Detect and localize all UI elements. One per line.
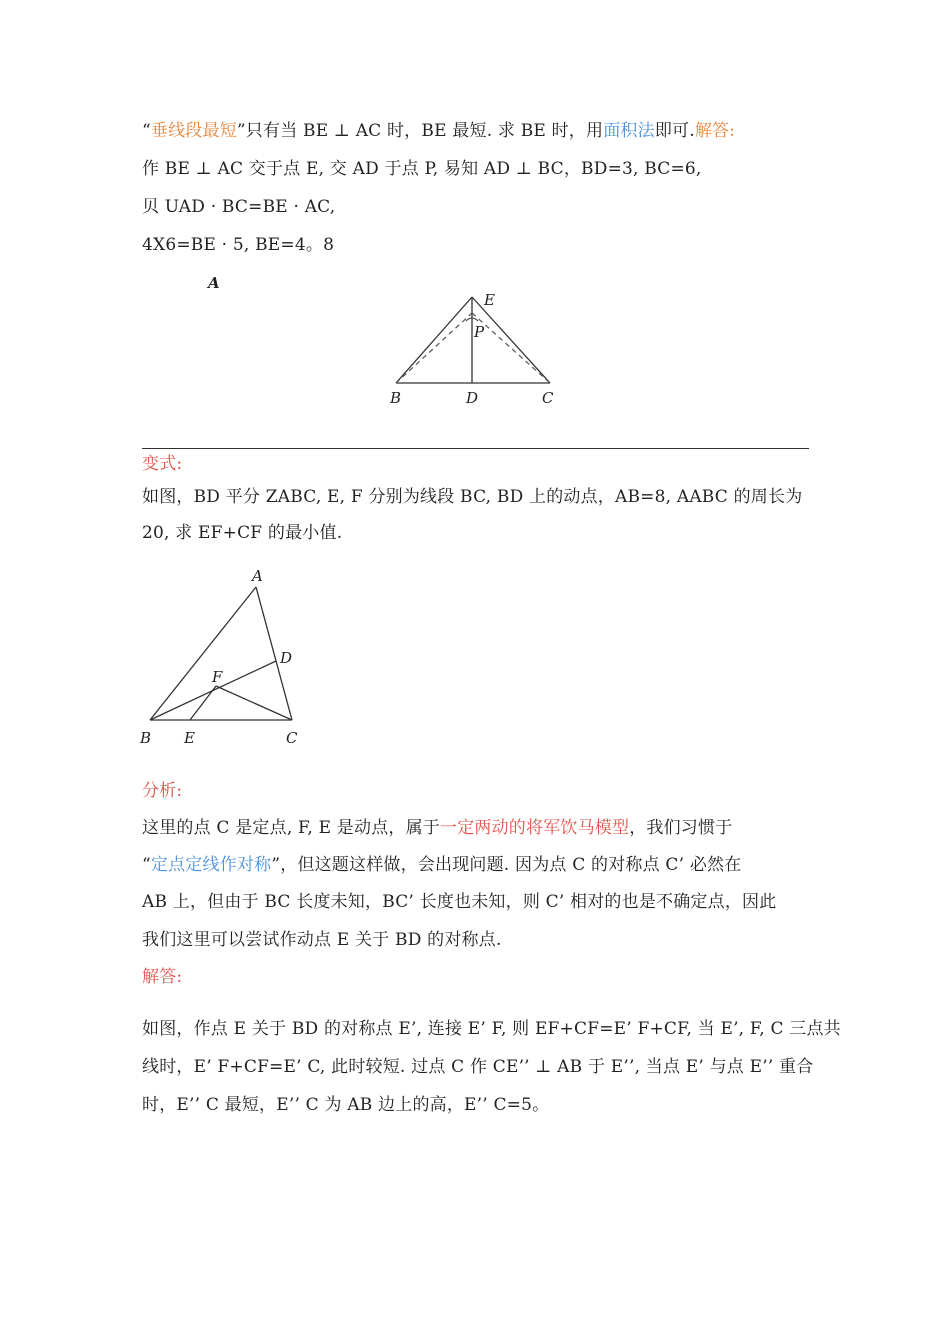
figure2-label-d: D xyxy=(280,649,293,667)
segment-ab xyxy=(150,587,256,720)
figure2-label-c: C xyxy=(286,729,298,747)
segment-be-side xyxy=(396,297,472,383)
text-segment: ”，但这题这样做，会出现问题. 因为点 C 的对称点 C’ 必然在 xyxy=(271,855,742,875)
answer-line-2: 线时，E’ F+CF=E’ C, 此时较短. 过点 C 作 CE’’ ⊥ AB 于 E’’, 当点 E’ 与点 E’’ 重合 xyxy=(142,1057,814,1077)
keyword-perpendicular-shortest: 垂线段最短 xyxy=(150,121,237,141)
segment-ef xyxy=(190,686,216,720)
text-segment: 即可. xyxy=(654,121,695,141)
figure2-label-f: F xyxy=(212,668,223,686)
answer-line-3: 时，E’’ C 最短，E’’ C 为 AB 边上的高，E’’ C=5。 xyxy=(142,1095,550,1115)
analysis-line-4: 我们这里可以尝试作动点 E 关于 BD 的对称点. xyxy=(142,930,502,950)
figure1-label-p: P xyxy=(474,323,485,341)
figure2-label-e: E xyxy=(184,729,195,747)
answer-line-1: 如图，作点 E 关于 BD 的对称点 E’, 连接 E’ F, 则 EF+CF=E’ F+CF, 当 E’, F, C 三点共 xyxy=(142,1019,841,1039)
figure1-label-d: D xyxy=(466,389,479,407)
answer-label: 解答: xyxy=(694,121,736,141)
figure2-label-b: B xyxy=(140,729,152,747)
figure2-label-a: A xyxy=(252,567,263,585)
figure2-triangle-diagram xyxy=(138,565,308,750)
keyword-general-model: 一定两动的将军饮马模型 xyxy=(440,818,630,838)
section-divider xyxy=(142,448,809,449)
keyword-symmetry-method: 定点定线作对称 xyxy=(150,855,272,875)
answer-heading: 解答: xyxy=(142,967,183,987)
solution-line-4: 4X6=BE · 5, BE=4。8 xyxy=(142,235,335,255)
variant-line-1: 如图，BD 平分 ZABC, E, F 分别为线段 BC, BD 上的动点，AB=8, AABC 的周长为 xyxy=(142,487,803,507)
analysis-line-3: AB 上，但由于 BC 长度未知，BC’ 长度也未知，则 C’ 相对的也是不确定点，因此 xyxy=(142,892,777,912)
solution-line-2: 作 BE ⊥ AC 交于点 E, 交 AD 于点 P, 易知 AD ⊥ BC，BD=3, BC=6, xyxy=(142,159,702,179)
figure1-label-c: C xyxy=(542,389,554,407)
variant-heading: 变式: xyxy=(142,454,183,474)
figure1-label-e: E xyxy=(484,291,495,309)
keyword-area-method: 面积法 xyxy=(603,121,655,141)
analysis-line-2 xyxy=(142,854,741,876)
quote-open: “ xyxy=(142,121,151,141)
segment-fc xyxy=(216,686,292,720)
figure1-triangle-diagram xyxy=(380,285,570,410)
text-segment: ”只有当 BE ⊥ AC 时，BE 最短. 求 BE 时，用 xyxy=(236,121,604,141)
solution-line-1 xyxy=(142,120,735,142)
figure1-label-a: A xyxy=(208,274,220,292)
figure1-label-b: B xyxy=(390,389,402,407)
analysis-line-1 xyxy=(142,817,732,839)
solution-line-3: 贝 UAD · BC=BE · AC, xyxy=(142,197,336,217)
quote-open: “ xyxy=(142,855,151,875)
text-segment: 这里的点 C 是定点, F, E 是动点，属于 xyxy=(142,818,440,838)
variant-line-2: 20, 求 EF+CF 的最小值. xyxy=(142,523,343,543)
text-segment: ，我们习惯于 xyxy=(629,818,733,838)
analysis-heading: 分析: xyxy=(142,781,183,801)
dashed-bp xyxy=(396,313,472,383)
